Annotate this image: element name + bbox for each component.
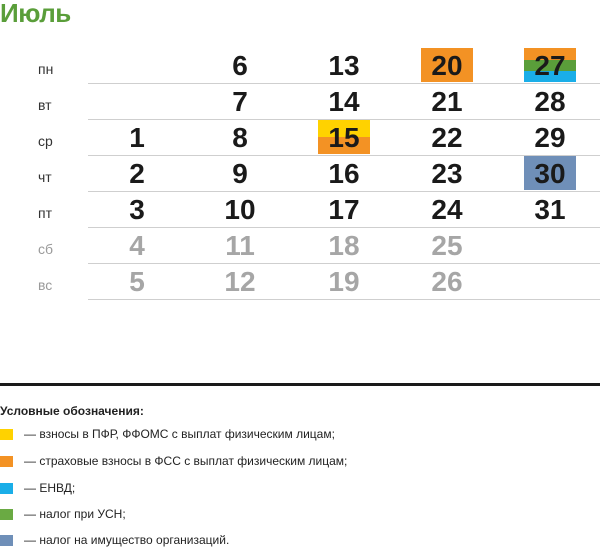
day-cell [318,48,370,82]
weekday-label: вт [38,97,52,113]
day-cell [214,120,266,154]
day-cell [524,192,576,226]
day-number: 26 [431,266,463,297]
day-cell [111,192,163,226]
day-number: 15 [328,122,360,153]
day-cell [214,156,266,190]
weekday-label: вс [38,277,53,293]
day-number: 11 [225,230,255,261]
legend-item [0,532,600,548]
weekday-label: ср [38,133,53,149]
day-number: 7 [232,86,248,117]
day-number: 25 [431,230,463,261]
day-cell [421,84,473,118]
legend-heading: Условные обозначения: [0,404,144,418]
weekday-label: чт [38,169,52,185]
legend-swatch [0,509,13,520]
day-number: 12 [224,266,256,297]
day-number: 8 [232,122,248,153]
legend-text: — ЕНВД; [24,481,76,495]
day-number: 6 [232,50,248,81]
legend-swatch [0,483,13,494]
day-cell [214,264,266,298]
day-cell [111,156,163,190]
weekday-label: пт [38,205,52,221]
weekday-label: пн [38,61,54,77]
day-number: 5 [129,266,145,297]
day-number: 4 [129,230,145,261]
day-cell [214,48,266,82]
day-number: 27 [534,50,566,81]
day-number: 3 [129,194,145,225]
day-number: 9 [232,158,248,189]
day-cell [214,228,266,262]
day-cell [318,264,370,298]
day-number: 28 [534,86,566,117]
month-title: Июль [0,0,71,28]
day-number: 23 [431,158,463,189]
day-number: 10 [224,194,256,225]
row-divider [88,299,600,300]
day-cell [111,264,163,298]
day-cell [421,228,473,262]
day-number: 13 [328,50,360,81]
day-number: 17 [328,194,360,225]
legend-item [0,506,600,522]
day-number: 24 [431,194,463,225]
legend-text: — налог на имущество организаций. [24,533,230,547]
legend-swatch [0,429,13,440]
day-cell [318,192,370,226]
day-number: 20 [431,50,463,81]
day-number: 29 [534,122,566,153]
day-number: 22 [431,122,463,153]
weekday-label: сб [38,241,54,257]
day-cell [318,84,370,118]
day-cell [421,48,473,82]
section-divider [0,383,600,386]
legend-item [0,453,600,469]
day-number: 19 [328,266,360,297]
legend-item [0,480,600,496]
day-cell [318,120,370,154]
day-cell [421,120,473,154]
day-number: 16 [328,158,360,189]
legend-text: — налог при УСН; [24,507,126,521]
legend-text: — страховые взносы в ФСС с выплат физическим лицам; [24,454,348,468]
day-number: 21 [431,86,463,117]
day-cell [524,120,576,154]
day-number: 1 [129,122,145,153]
legend-item [0,426,600,442]
day-number: 18 [328,230,360,261]
day-cell [421,192,473,226]
day-cell [318,156,370,190]
legend-swatch [0,535,13,546]
legend-text: — взносы в ПФР, ФФОМС с выплат физическим лицам; [24,427,335,441]
day-number: 14 [328,86,360,117]
day-cell [524,48,576,82]
day-number: 2 [129,158,145,189]
day-cell [111,228,163,262]
day-cell [214,192,266,226]
day-cell [111,120,163,154]
day-cell [214,84,266,118]
day-cell [421,156,473,190]
day-cell [524,84,576,118]
day-cell [318,228,370,262]
day-number: 30 [534,158,566,189]
day-cell [524,156,576,190]
day-cell [421,264,473,298]
day-number: 31 [534,194,566,225]
legend-swatch [0,456,13,467]
